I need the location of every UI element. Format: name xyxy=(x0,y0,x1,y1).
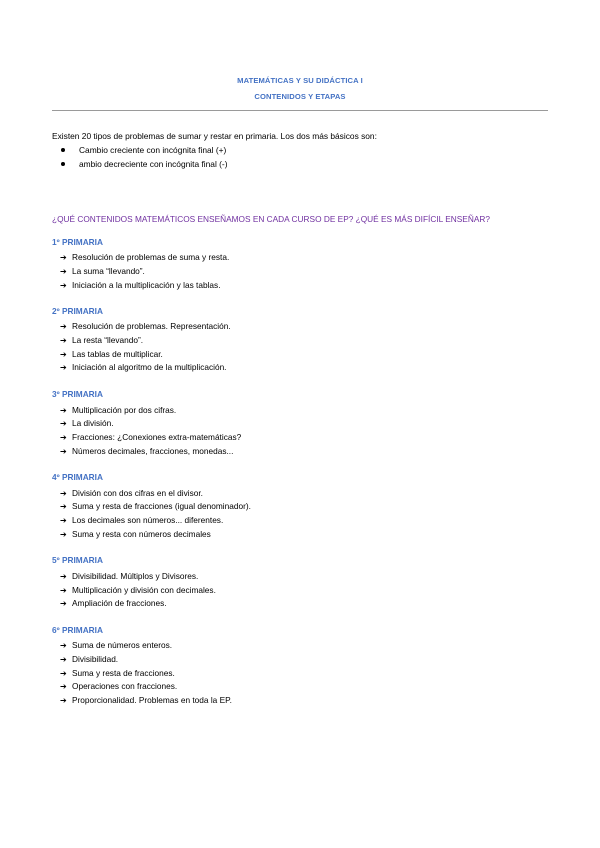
list-item-text: Resolución de problemas de suma y resta. xyxy=(72,252,230,262)
list-item-text: Fracciones: ¿Conexiones extra-matemáticas? xyxy=(72,432,242,442)
list-item xyxy=(60,266,145,276)
document-title: MATEMÁTICAS Y SU DIDÁCTICA I xyxy=(237,76,363,85)
arrow-icon: ➔ xyxy=(60,336,67,345)
list-item-text: Iniciación al algoritmo de la multiplicación. xyxy=(72,362,227,372)
list-item-text: Los decimales son números... diferentes. xyxy=(72,515,224,525)
list-item xyxy=(60,362,227,372)
list-item-text: Suma y resta de fracciones (igual denominador). xyxy=(72,501,251,511)
list-item-text: Operaciones con fracciones. xyxy=(72,681,178,691)
list-item xyxy=(60,695,232,705)
arrow-icon: ➔ xyxy=(60,682,67,691)
grade-heading-4: 4º PRIMARIA xyxy=(52,472,103,482)
list-item-text: Iniciación a la multiplicación y las tablas. xyxy=(72,280,221,290)
intro-bullet xyxy=(61,159,228,169)
section-question: ¿QUÉ CONTENIDOS MATEMÁTICOS ENSEÑAMOS EN CADA CURSO DE EP? ¿QUÉ ES MÁS DIFÍCIL ENSEÑAR? xyxy=(52,214,490,224)
arrow-icon: ➔ xyxy=(60,281,67,290)
grade-heading-1: 1º PRIMARIA xyxy=(52,237,103,247)
arrow-icon: ➔ xyxy=(60,586,67,595)
bullet-dot-icon xyxy=(61,162,65,166)
intro-bullet-text: Cambio creciente con incógnita final (+) xyxy=(79,145,227,155)
list-item xyxy=(60,515,223,525)
list-item-text: Ampliación de fracciones. xyxy=(72,598,167,608)
list-item xyxy=(60,501,251,511)
list-item xyxy=(60,405,176,415)
arrow-icon: ➔ xyxy=(60,502,67,511)
arrow-icon: ➔ xyxy=(60,599,67,608)
arrow-icon: ➔ xyxy=(60,419,67,428)
list-item-text: Proporcionalidad. Problemas en toda la EP. xyxy=(72,695,232,705)
arrow-icon: ➔ xyxy=(60,572,67,581)
list-item xyxy=(60,681,177,691)
list-item xyxy=(60,585,216,595)
list-item xyxy=(60,640,172,650)
arrow-icon: ➔ xyxy=(60,669,67,678)
list-item xyxy=(60,418,114,428)
list-item-text: Divisibilidad. xyxy=(72,654,119,664)
list-item-text: Suma de números enteros. xyxy=(72,640,173,650)
intro-text: Existen 20 tipos de problemas de sumar y restar en primaria. Los dos más básicos son: xyxy=(52,131,377,141)
list-item xyxy=(60,529,211,539)
list-item-text: Números decimales, fracciones, monedas... xyxy=(72,446,234,456)
list-item xyxy=(60,432,241,442)
intro-bullet-text: ambio decreciente con incógnita final (-) xyxy=(79,159,228,169)
list-item-text: Suma y resta con números decimales xyxy=(72,529,211,539)
arrow-icon: ➔ xyxy=(60,447,67,456)
bullet-dot-icon xyxy=(61,148,65,152)
arrow-icon: ➔ xyxy=(60,363,67,372)
list-item xyxy=(60,668,175,678)
list-item xyxy=(60,488,203,498)
list-item xyxy=(60,598,167,608)
list-item-text: División con dos cifras en el divisor. xyxy=(72,488,203,498)
list-item xyxy=(60,252,229,262)
list-item xyxy=(60,446,233,456)
arrow-icon: ➔ xyxy=(60,516,67,525)
list-item xyxy=(60,321,231,331)
list-item xyxy=(60,349,163,359)
arrow-icon: ➔ xyxy=(60,641,67,650)
list-item-text: Suma y resta de fracciones. xyxy=(72,668,175,678)
arrow-icon: ➔ xyxy=(60,433,67,442)
arrow-icon: ➔ xyxy=(60,655,67,664)
grade-heading-2: 2º PRIMARIA xyxy=(52,306,103,316)
grade-heading-6: 6º PRIMARIA xyxy=(52,625,103,635)
arrow-icon: ➔ xyxy=(60,530,67,539)
list-item xyxy=(60,280,221,290)
list-item-text: La resta “llevando”. xyxy=(72,335,144,345)
arrow-icon: ➔ xyxy=(60,406,67,415)
document-subtitle: CONTENIDOS Y ETAPAS xyxy=(254,92,346,101)
arrow-icon: ➔ xyxy=(60,350,67,359)
grade-heading-5: 5º PRIMARIA xyxy=(52,555,103,565)
arrow-icon: ➔ xyxy=(60,267,67,276)
grade-heading-3: 3º PRIMARIA xyxy=(52,389,103,399)
list-item-text: La división. xyxy=(72,418,114,428)
list-item-text: Multiplicación por dos cifras. xyxy=(72,405,177,415)
list-item-text: Multiplicación y división con decimales. xyxy=(72,585,216,595)
intro-bullet xyxy=(61,145,226,155)
list-item xyxy=(60,571,198,581)
list-item-text: Resolución de problemas. Representación. xyxy=(72,321,231,331)
arrow-icon: ➔ xyxy=(60,489,67,498)
list-item xyxy=(60,654,118,664)
arrow-icon: ➔ xyxy=(60,253,67,262)
list-item-text: Divisibilidad. Múltiplos y Divisores. xyxy=(72,571,199,581)
list-item xyxy=(60,335,143,345)
arrow-icon: ➔ xyxy=(60,696,67,705)
arrow-icon: ➔ xyxy=(60,322,67,331)
list-item-text: Las tablas de multiplicar. xyxy=(72,349,163,359)
title-divider xyxy=(52,110,548,111)
list-item-text: La suma “llevando”. xyxy=(72,266,145,276)
